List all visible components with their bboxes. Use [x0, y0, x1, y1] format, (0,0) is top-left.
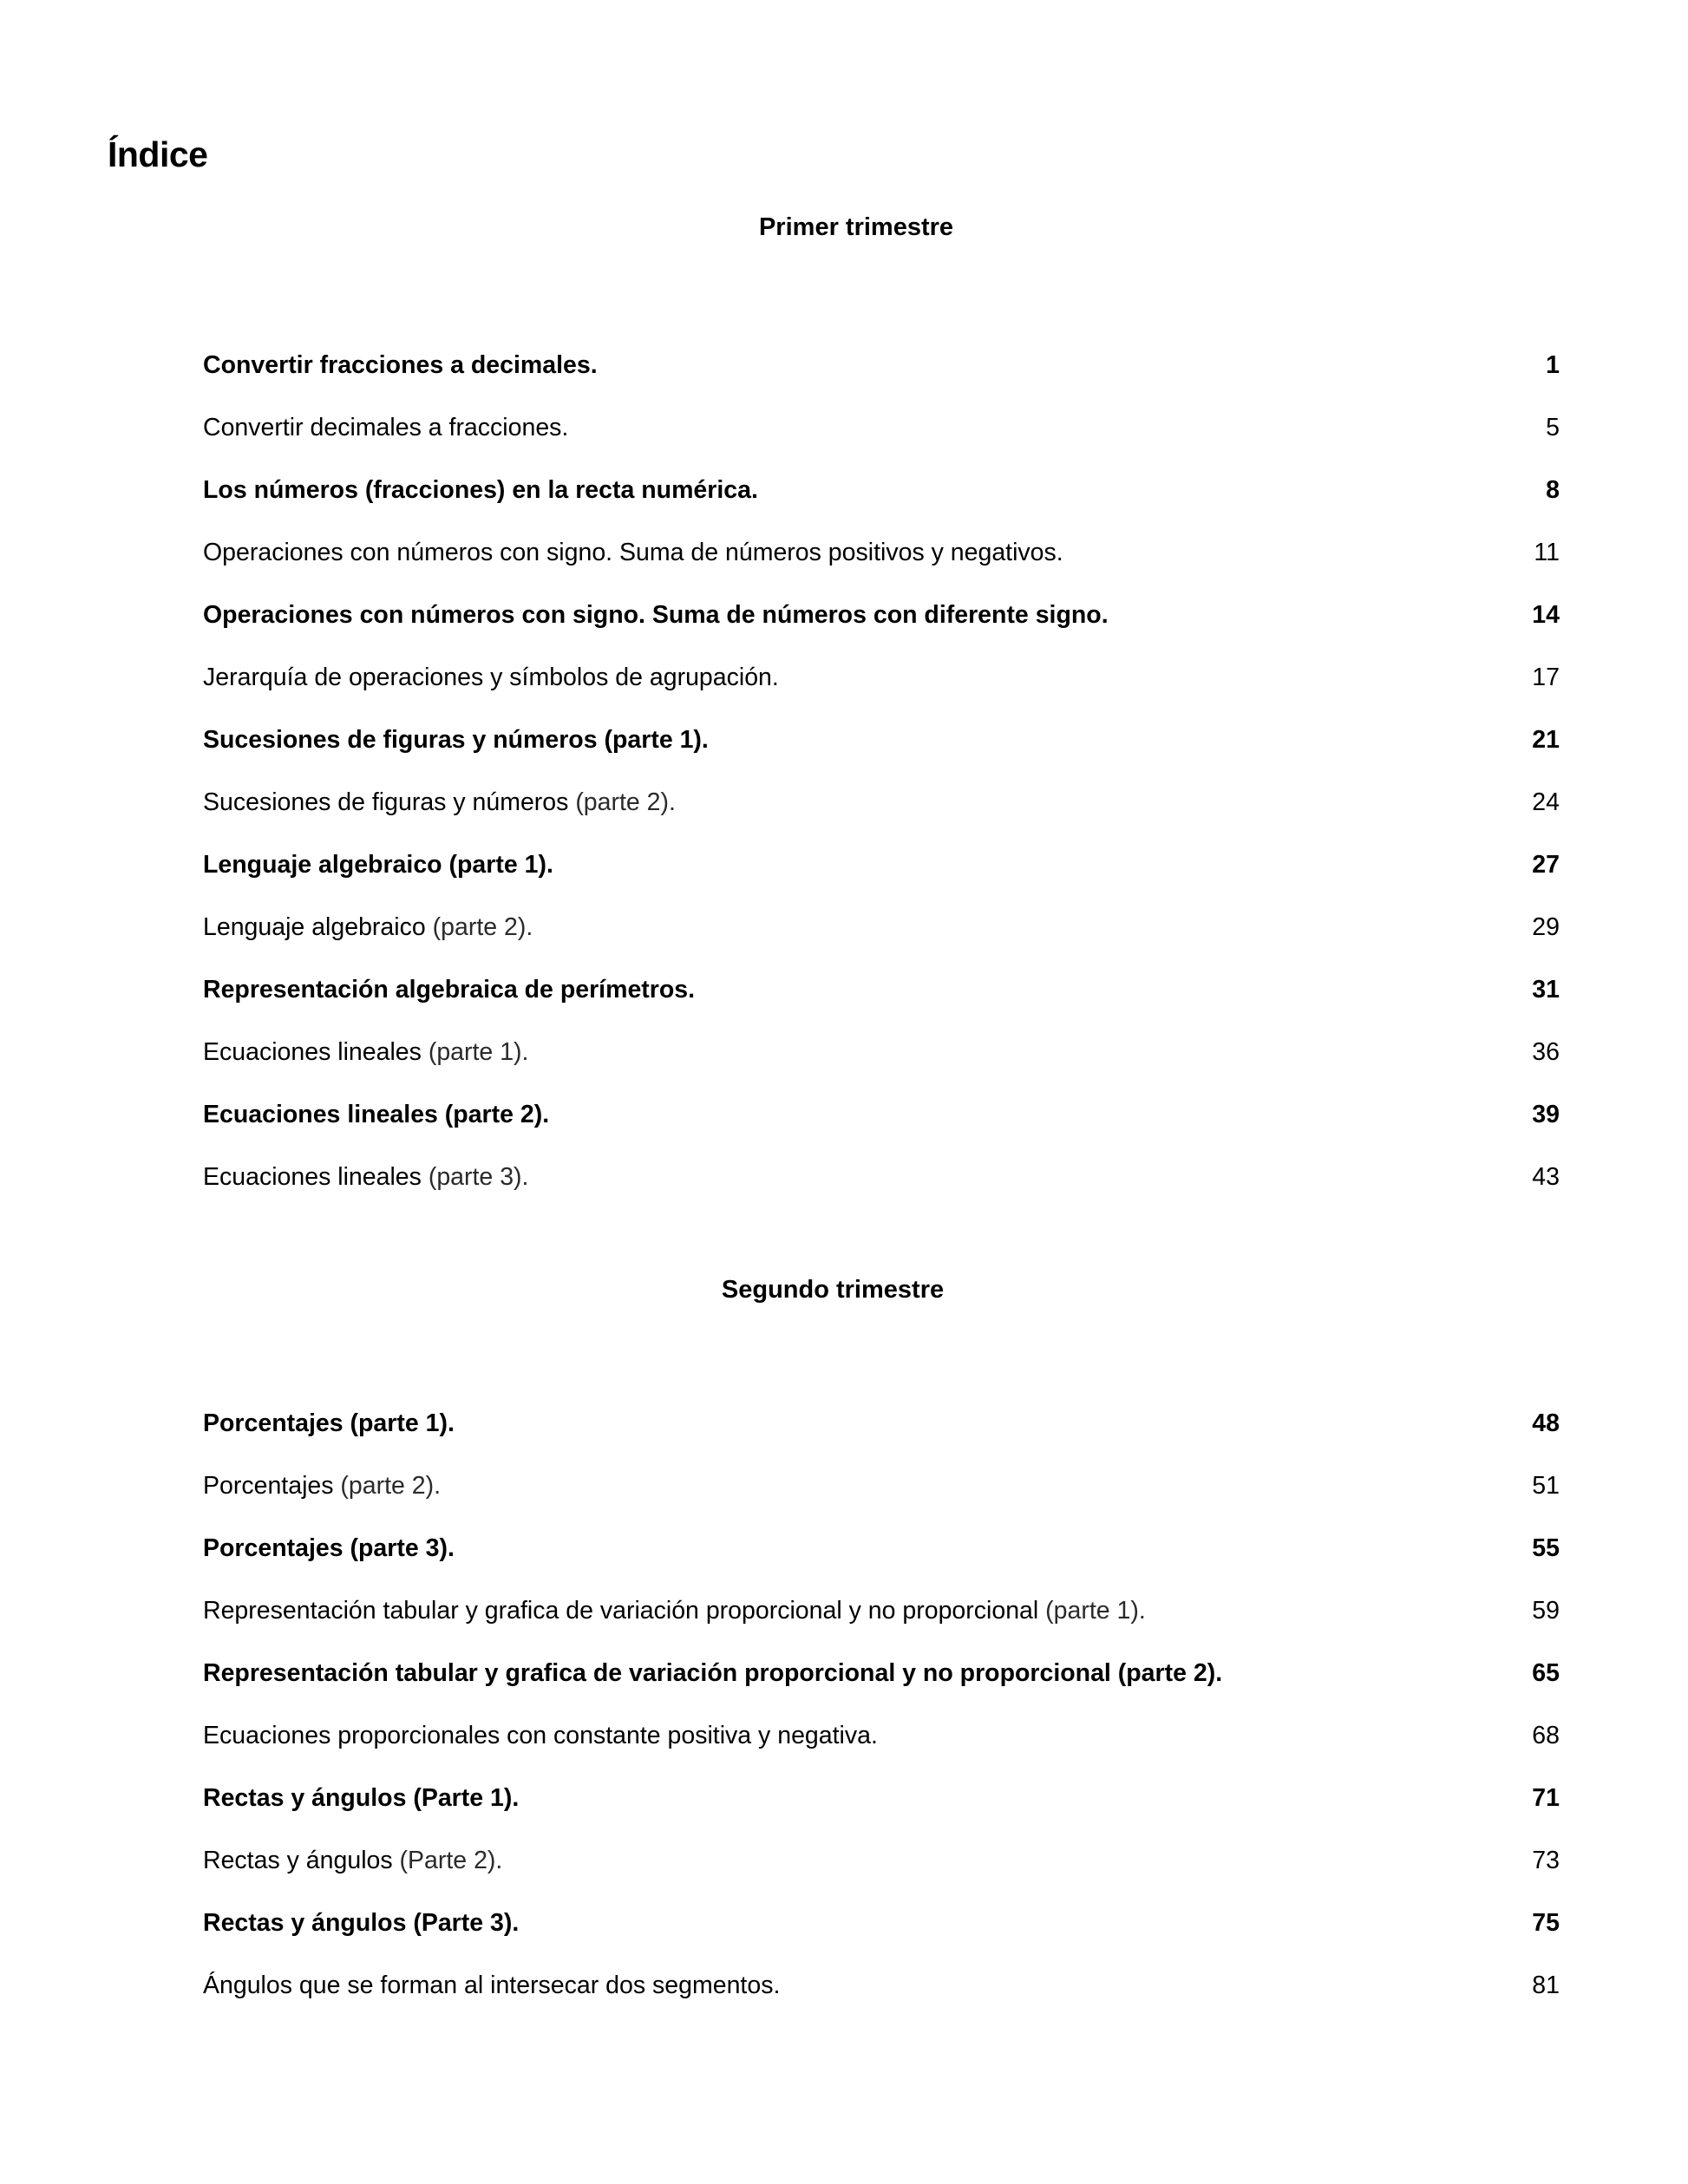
toc-entry-title: Ángulos que se forman al intersecar dos segmentos. — [203, 1971, 781, 1999]
toc-entry-page-number: 51 — [1532, 1472, 1560, 1500]
toc-entry-title: Lenguaje algebraico (parte 1). — [203, 851, 553, 879]
toc-entry-label — [203, 1593, 1146, 1628]
toc-entry-label — [203, 1531, 455, 1566]
toc-entry[interactable] — [203, 1455, 1560, 1517]
toc-entry-label — [203, 1906, 519, 1940]
toc-entry[interactable] — [203, 521, 1560, 584]
page-title: Índice — [108, 134, 208, 174]
toc-entry-page-number: 24 — [1532, 788, 1560, 816]
toc-entry-label — [203, 473, 758, 507]
toc-entry-part: (parte 2). — [340, 1472, 442, 1500]
toc-entry-title: Rectas y ángulos (Parte 1). — [203, 1784, 520, 1812]
toc-entry-label — [203, 1843, 502, 1878]
toc-entry-page-number: 5 — [1546, 414, 1560, 441]
toc-entry[interactable] — [203, 584, 1560, 646]
toc-list-primer-trimestre — [203, 334, 1560, 1208]
toc-entry-title: Los números (fracciones) en la recta numérica. — [203, 476, 758, 504]
toc-entry-title: Ecuaciones lineales — [203, 1038, 429, 1066]
toc-entry-label — [203, 910, 533, 945]
toc-entry-part: (Parte 2). — [399, 1847, 503, 1874]
toc-entry-page-number: 68 — [1532, 1722, 1560, 1749]
toc-entry-title: Convertir decimales a fracciones. — [203, 414, 569, 441]
toc-entry-title: Porcentajes (parte 3). — [203, 1534, 455, 1562]
toc-entry-title: Porcentajes — [203, 1472, 341, 1500]
toc-entry-label — [203, 785, 676, 820]
toc-entry-label — [203, 1468, 441, 1503]
toc-entry-page-number: 21 — [1532, 726, 1560, 754]
toc-entry-label — [203, 348, 598, 383]
section-heading-primer-trimestre: Primer trimestre — [758, 213, 954, 241]
toc-entry-part: (parte 3). — [428, 1163, 529, 1191]
toc-entry-page-number: 59 — [1532, 1597, 1560, 1625]
toc-entry[interactable] — [203, 1829, 1560, 1892]
toc-entry-page-number: 65 — [1532, 1659, 1560, 1687]
toc-entry[interactable] — [203, 334, 1560, 396]
toc-entry-title: Representación tabular y grafica de variación proporcional y no proporcional (parte 2). — [203, 1659, 1223, 1687]
toc-entry-label — [203, 1718, 878, 1753]
toc-entry-title: Lenguaje algebraico — [203, 913, 433, 941]
toc-entry-label — [203, 1160, 528, 1194]
toc-entry-title: Operaciones con números con signo. Suma de números con diferente signo. — [203, 601, 1109, 629]
toc-entry-title: Operaciones con números con signo. Suma de números positivos y negativos. — [203, 539, 1063, 566]
toc-entry-page-number: 36 — [1532, 1038, 1560, 1066]
toc-entry[interactable] — [203, 1021, 1560, 1083]
toc-entry-page-number: 31 — [1532, 976, 1560, 1004]
toc-entry-label — [203, 660, 779, 695]
toc-entry-label — [203, 723, 709, 757]
toc-entry-page-number: 75 — [1532, 1909, 1560, 1937]
toc-entry-title: Convertir fracciones a decimales. — [203, 351, 598, 379]
toc-entry-page-number: 11 — [1534, 539, 1560, 566]
toc-entry[interactable] — [203, 1954, 1560, 2017]
toc-entry-page-number: 73 — [1532, 1847, 1560, 1874]
toc-entry-page-number: 29 — [1532, 913, 1560, 941]
toc-entry-label — [203, 1406, 455, 1441]
toc-entry[interactable] — [203, 396, 1560, 459]
toc-entry[interactable] — [203, 1767, 1560, 1829]
toc-entry[interactable] — [203, 896, 1560, 958]
toc-entry-title: Jerarquía de operaciones y símbolos de agrupación. — [203, 664, 779, 691]
toc-entry-page-number: 81 — [1532, 1971, 1560, 1999]
toc-entry[interactable] — [203, 459, 1560, 521]
toc-entry[interactable] — [203, 1146, 1560, 1208]
toc-entry[interactable] — [203, 771, 1560, 834]
toc-entry-title: Ecuaciones proporcionales con constante positiva y negativa. — [203, 1722, 878, 1749]
toc-list-segundo-trimestre — [203, 1392, 1560, 2017]
toc-entry[interactable] — [203, 1517, 1560, 1579]
toc-entry[interactable] — [203, 646, 1560, 709]
toc-entry[interactable] — [203, 1392, 1560, 1455]
section-heading-segundo-trimestre: Segundo trimestre — [721, 1276, 945, 1304]
toc-entry-label — [203, 598, 1109, 632]
toc-entry-title: Representación tabular y grafica de variación proporcional y no proporcional — [203, 1597, 1046, 1625]
toc-entry-page-number: 71 — [1532, 1784, 1560, 1812]
toc-entry[interactable] — [203, 1642, 1560, 1704]
toc-entry-title: Ecuaciones lineales — [203, 1163, 429, 1191]
toc-entry-label — [203, 1781, 519, 1815]
toc-entry-title: Ecuaciones lineales (parte 2). — [203, 1101, 550, 1128]
toc-entry-label — [203, 847, 553, 882]
toc-entry-label — [203, 535, 1063, 570]
toc-entry-label — [203, 972, 695, 1007]
toc-entry-page-number: 43 — [1532, 1163, 1560, 1191]
toc-entry-title: Representación algebraica de perímetros. — [203, 976, 696, 1004]
toc-entry[interactable] — [203, 709, 1560, 771]
toc-entry-label — [203, 1097, 549, 1132]
toc-entry[interactable] — [203, 1579, 1560, 1642]
toc-entry-label — [203, 1656, 1222, 1690]
toc-entry[interactable] — [203, 958, 1560, 1021]
toc-entry-page-number: 1 — [1546, 351, 1560, 379]
toc-entry[interactable] — [203, 834, 1560, 896]
toc-entry-page-number: 48 — [1532, 1409, 1560, 1437]
toc-entry-label — [203, 1035, 528, 1069]
toc-entry-page-number: 17 — [1532, 664, 1560, 691]
toc-entry-title: Porcentajes (parte 1). — [203, 1409, 455, 1437]
toc-entry-label — [203, 410, 568, 445]
toc-entry-title: Rectas y ángulos (Parte 3). — [203, 1909, 520, 1937]
toc-entry-page-number: 14 — [1532, 601, 1560, 629]
toc-entry-title: Sucesiones de figuras y números — [203, 788, 576, 816]
toc-entry-page-number: 8 — [1546, 476, 1560, 504]
toc-entry-page-number: 55 — [1532, 1534, 1560, 1562]
toc-entry-part: (parte 2). — [432, 913, 533, 941]
toc-entry-page-number: 39 — [1532, 1101, 1560, 1128]
toc-entry-title: Rectas y ángulos — [203, 1847, 400, 1874]
toc-entry-part: (parte 2). — [575, 788, 676, 816]
toc-entry[interactable] — [203, 1704, 1560, 1767]
toc-entry-title: Sucesiones de figuras y números (parte 1). — [203, 726, 709, 754]
toc-entry-part: (parte 1). — [1045, 1597, 1146, 1625]
toc-entry[interactable] — [203, 1083, 1560, 1146]
toc-entry-label — [203, 1968, 780, 2003]
toc-entry-page-number: 27 — [1532, 851, 1560, 879]
toc-entry[interactable] — [203, 1892, 1560, 1954]
toc-entry-part: (parte 1). — [428, 1038, 529, 1066]
